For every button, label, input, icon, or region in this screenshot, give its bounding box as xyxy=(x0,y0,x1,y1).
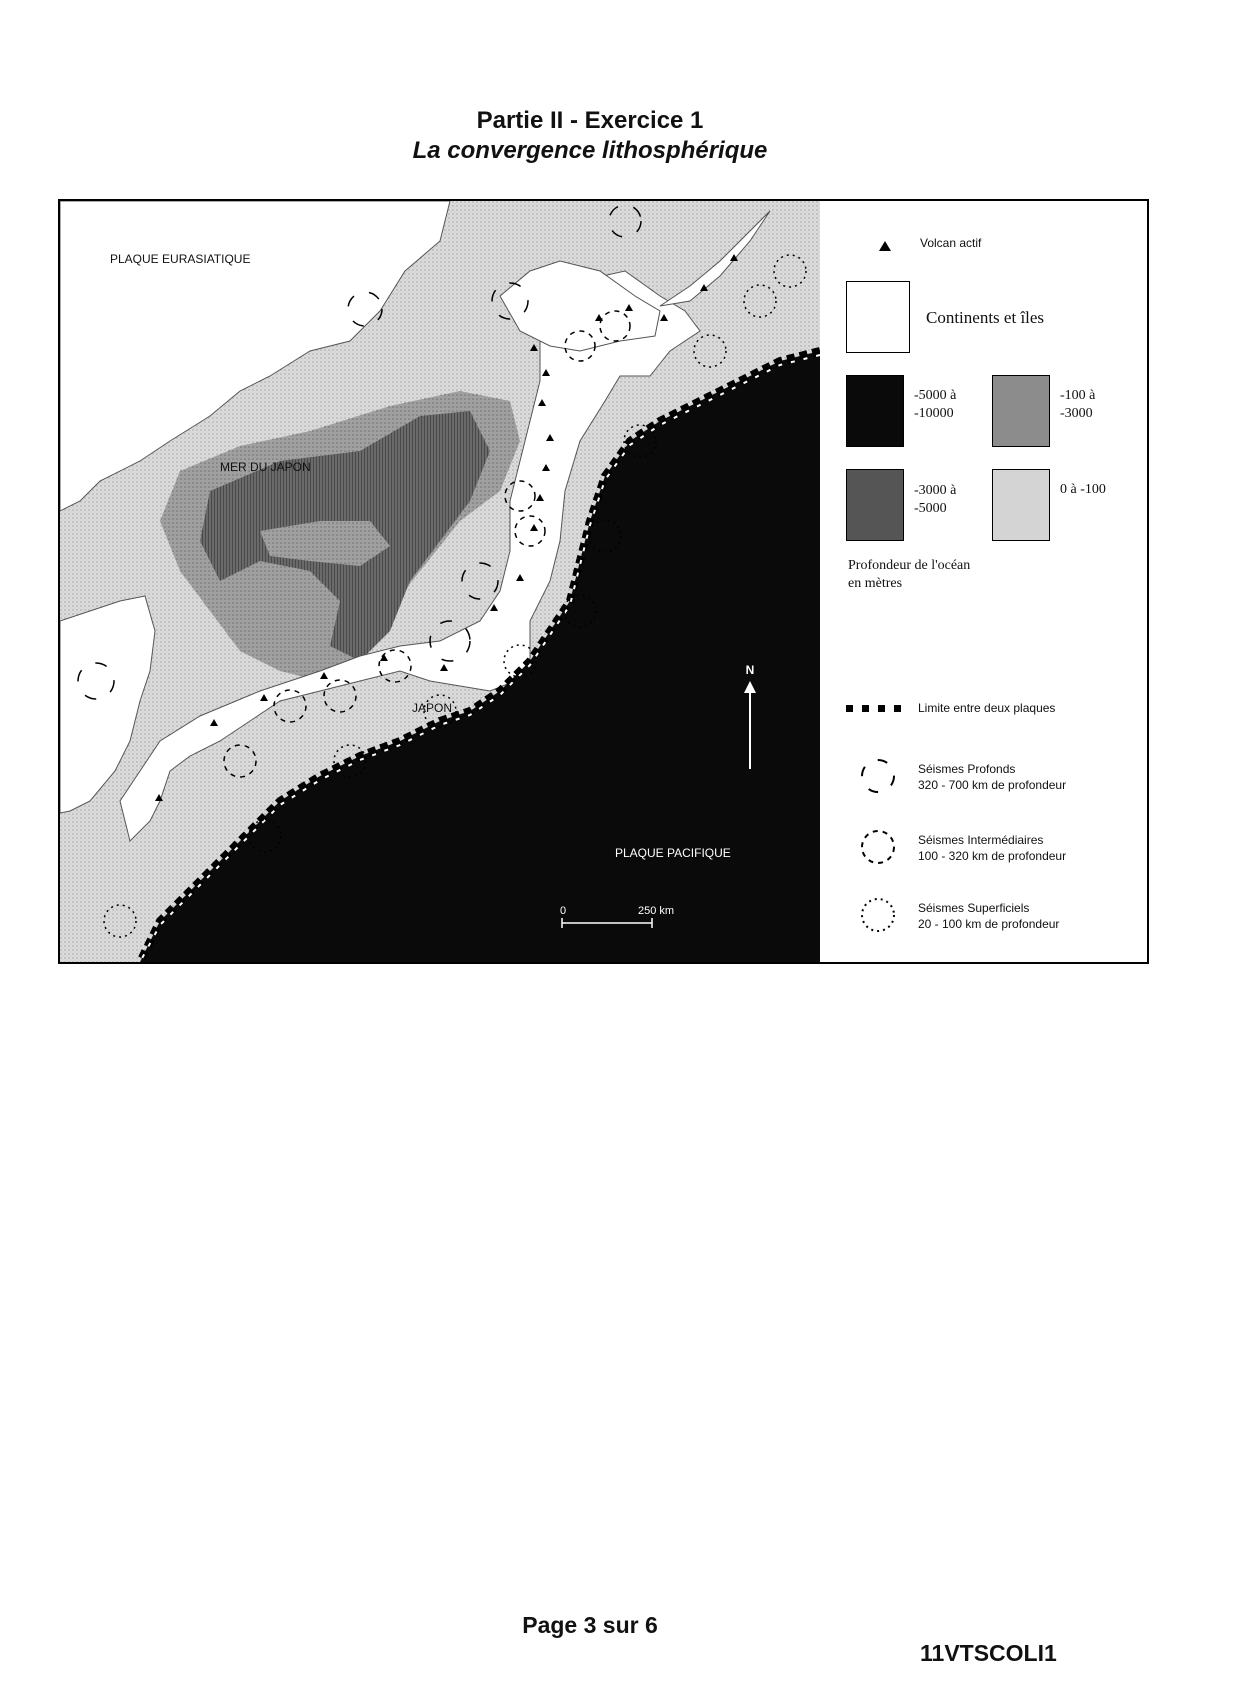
japan-label: JAPON xyxy=(412,701,453,715)
north-label: N xyxy=(745,663,755,677)
legend-mid-line2: -5000 xyxy=(914,501,947,516)
legend-deep-line2: -10000 xyxy=(914,406,954,421)
legend-continents: Continents et îles xyxy=(926,308,1045,327)
legend-deep-range xyxy=(914,387,956,423)
page-number: Page 3 sur 6 xyxy=(522,1612,658,1638)
map-figure xyxy=(58,199,1149,964)
legend-shallow-quakes xyxy=(918,900,1059,932)
pacific-plate-label: PLAQUE PACIFIQUE xyxy=(615,846,731,860)
intermediate-quake-legend-icon xyxy=(858,827,898,867)
legend-mid-range xyxy=(914,482,956,518)
legend-depth-title xyxy=(848,557,970,593)
legend-shallow-range: 0 à -100 xyxy=(1060,482,1106,497)
legend-intermediate-quakes-name: Séismes Intermédiaires xyxy=(918,833,1044,847)
legend-depth-title-line1: Profondeur de l'océan xyxy=(848,558,971,573)
legend-mid-line1: -3000 à xyxy=(914,483,957,498)
deep-quake-legend-icon xyxy=(858,756,898,796)
map-legend xyxy=(820,201,1147,962)
legend-shallow-quakes-range: 20 - 100 km de profondeur xyxy=(918,917,1060,931)
legend-deep-quakes-range: 320 - 700 km de profondeur xyxy=(918,778,1067,792)
exercise-subtitle: La convergence lithosphérique xyxy=(412,137,768,164)
japan-map xyxy=(60,201,820,962)
plate-boundary-legend-icon xyxy=(846,704,902,714)
legend-plate-boundary: Limite entre deux plaques xyxy=(918,701,1056,715)
page-title xyxy=(0,106,1180,166)
shallow-quake-legend-icon xyxy=(858,895,898,935)
legend-land-swatch xyxy=(846,281,910,353)
legend-shallow-mid-line2: -3000 xyxy=(1060,406,1093,421)
legend-depth-title-line2: en mètres xyxy=(848,576,903,591)
legend-deep-swatch xyxy=(846,375,904,447)
legend-shallow-mid-range xyxy=(1060,387,1095,423)
legend-shallow-mid-line1: -100 à xyxy=(1060,388,1096,403)
scale-start: 0 xyxy=(560,905,567,917)
legend-shallow-quakes-name: Séismes Superficiels xyxy=(918,901,1030,915)
legend-shallow-mid-swatch xyxy=(992,375,1050,447)
scale-end: 250 km xyxy=(638,905,675,917)
exercise-title: Partie II - Exercice 1 xyxy=(476,107,704,134)
legend-deep-line1: -5000 à xyxy=(914,388,957,403)
volcano-legend-icon xyxy=(878,240,892,252)
sea-of-japan-label: MER DU JAPON xyxy=(220,460,311,474)
document-code: 11VTSCOLI1 xyxy=(920,1640,1057,1666)
legend-volcano: Volcan actif xyxy=(920,236,982,250)
legend-deep-quakes-name: Séismes Profonds xyxy=(918,762,1016,776)
legend-mid-swatch xyxy=(846,469,904,541)
legend-shallow-swatch xyxy=(992,469,1050,541)
legend-intermediate-quakes-range: 100 - 320 km de profondeur xyxy=(918,849,1067,863)
eurasian-plate-label: PLAQUE EURASIATIQUE xyxy=(110,252,251,266)
legend-intermediate-quakes xyxy=(918,832,1066,864)
legend-deep-quakes xyxy=(918,761,1066,793)
